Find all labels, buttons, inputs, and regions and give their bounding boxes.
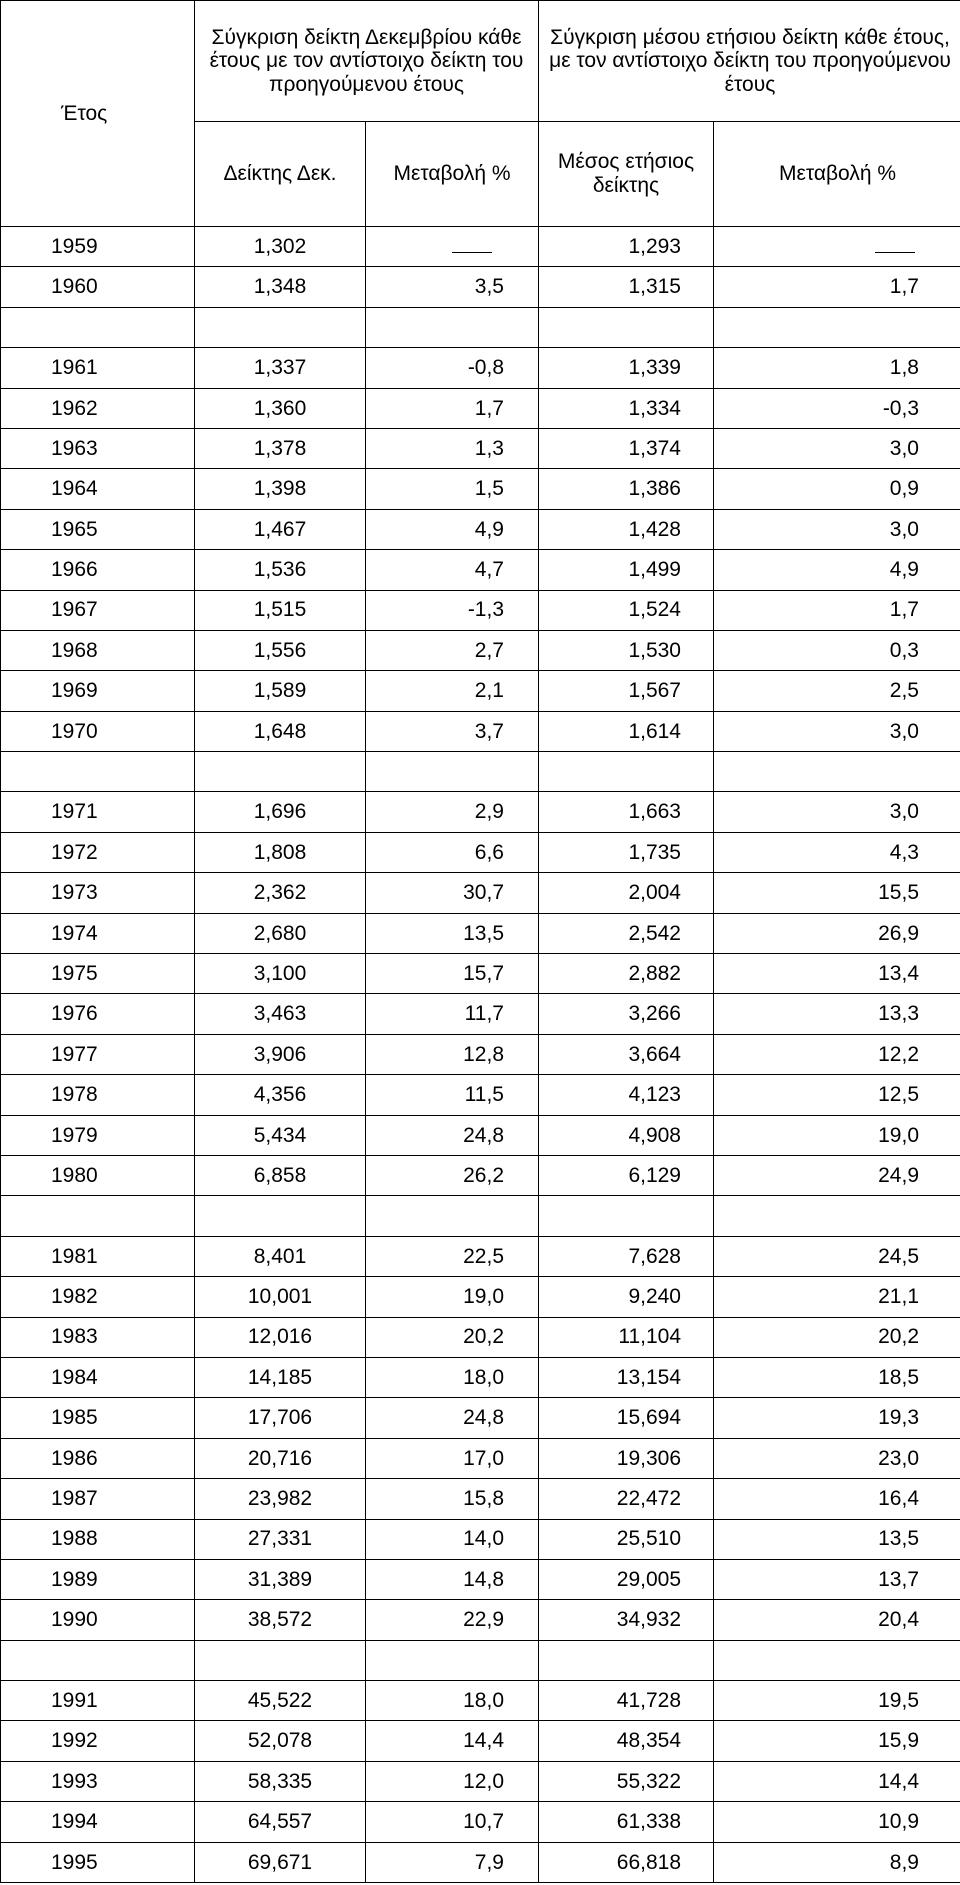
cell-year: 1965 bbox=[1, 509, 195, 549]
cell-average-change: 1,7 bbox=[714, 267, 960, 307]
cell-average-index: 13,154 bbox=[539, 1357, 714, 1397]
cell-december-change: 30,7 bbox=[366, 873, 539, 913]
cell-average-index: 55,322 bbox=[539, 1761, 714, 1801]
cell-year: 1968 bbox=[1, 630, 195, 670]
cell-average-index: 19,306 bbox=[539, 1438, 714, 1478]
header-december-index: Δείκτης Δεκ. bbox=[195, 122, 366, 227]
cell-december-change: 17,0 bbox=[366, 1438, 539, 1478]
cell-average-index: 9,240 bbox=[539, 1277, 714, 1317]
cell-year: 1983 bbox=[1, 1317, 195, 1357]
cell-average-index: 2,004 bbox=[539, 873, 714, 913]
cell-average-change: 3,0 bbox=[714, 428, 960, 468]
header-december-comparison: Σύγκριση δείκτη Δεκεμβρίου κάθε έτους με τον αντίστοιχο δείκτη του προηγούμενου έτους bbox=[195, 1, 539, 122]
cell-average-index: 41,728 bbox=[539, 1681, 714, 1721]
table-row bbox=[1, 1761, 960, 1801]
cell-december-change: 24,8 bbox=[366, 1398, 539, 1438]
table-row bbox=[1, 469, 960, 509]
table-row bbox=[1, 913, 960, 953]
cell-average-change: 1,7 bbox=[714, 590, 960, 630]
table-row bbox=[1, 994, 960, 1034]
cell-december-change: 18,0 bbox=[366, 1681, 539, 1721]
cell-december-change: 1,5 bbox=[366, 469, 539, 509]
cell-average-index: 1,530 bbox=[539, 630, 714, 670]
table-row bbox=[1, 1115, 960, 1155]
cell-december-change: 14,8 bbox=[366, 1559, 539, 1599]
cell-december-change: 14,0 bbox=[366, 1519, 539, 1559]
cell-december-index: 3,906 bbox=[195, 1034, 366, 1074]
cell-year: 1990 bbox=[1, 1600, 195, 1640]
cell-year: 1987 bbox=[1, 1479, 195, 1519]
cell-average-change bbox=[714, 227, 960, 267]
cell-average-index: 2,882 bbox=[539, 954, 714, 994]
cell-december-index: 69,671 bbox=[195, 1842, 366, 1882]
table-row bbox=[1, 509, 960, 549]
cell-average-change: 13,4 bbox=[714, 954, 960, 994]
cell-year: 1984 bbox=[1, 1357, 195, 1397]
cell-december-change: 3,5 bbox=[366, 267, 539, 307]
cell-average-change: 0,9 bbox=[714, 469, 960, 509]
cell-december-change: 4,9 bbox=[366, 509, 539, 549]
cell-average-change: 3,0 bbox=[714, 711, 960, 751]
cell-average-index: 15,694 bbox=[539, 1398, 714, 1438]
cell-year: 1982 bbox=[1, 1277, 195, 1317]
cell-december-index: 1,398 bbox=[195, 469, 366, 509]
cell-year: 1973 bbox=[1, 873, 195, 913]
empty-cell bbox=[539, 307, 714, 347]
cell-average-change: 26,9 bbox=[714, 913, 960, 953]
cell-average-change: 13,7 bbox=[714, 1559, 960, 1599]
cell-average-index: 4,123 bbox=[539, 1075, 714, 1115]
table-row bbox=[1, 550, 960, 590]
empty-cell bbox=[195, 307, 366, 347]
empty-cell bbox=[366, 752, 539, 792]
cell-year: 1963 bbox=[1, 428, 195, 468]
cell-average-change: 19,3 bbox=[714, 1398, 960, 1438]
cell-average-change: 15,5 bbox=[714, 873, 960, 913]
cell-december-index: 14,185 bbox=[195, 1357, 366, 1397]
spacer-row bbox=[1, 1196, 960, 1236]
table-row bbox=[1, 1842, 960, 1882]
cell-average-change: 15,9 bbox=[714, 1721, 960, 1761]
cell-december-index: 1,515 bbox=[195, 590, 366, 630]
cell-average-index: 2,542 bbox=[539, 913, 714, 953]
cell-year: 1979 bbox=[1, 1115, 195, 1155]
empty-cell bbox=[714, 752, 960, 792]
cell-year: 1972 bbox=[1, 832, 195, 872]
cell-december-change: 22,5 bbox=[366, 1236, 539, 1276]
table-row bbox=[1, 1559, 960, 1599]
cell-average-change: 23,0 bbox=[714, 1438, 960, 1478]
spacer-row bbox=[1, 1640, 960, 1680]
table-row bbox=[1, 1075, 960, 1115]
cell-average-index: 48,354 bbox=[539, 1721, 714, 1761]
table-row bbox=[1, 1357, 960, 1397]
table-row bbox=[1, 1438, 960, 1478]
table-row bbox=[1, 267, 960, 307]
cell-average-change: 10,9 bbox=[714, 1802, 960, 1842]
cell-average-index: 61,338 bbox=[539, 1802, 714, 1842]
cell-year: 1978 bbox=[1, 1075, 195, 1115]
cell-december-change: 12,0 bbox=[366, 1761, 539, 1801]
table-row bbox=[1, 1802, 960, 1842]
cell-december-change: 2,1 bbox=[366, 671, 539, 711]
cell-december-change: 18,0 bbox=[366, 1357, 539, 1397]
cell-december-change: 26,2 bbox=[366, 1155, 539, 1195]
cell-year: 1985 bbox=[1, 1398, 195, 1438]
table-row bbox=[1, 711, 960, 751]
cell-year: 1976 bbox=[1, 994, 195, 1034]
cell-december-index: 64,557 bbox=[195, 1802, 366, 1842]
cell-december-change: 15,7 bbox=[366, 954, 539, 994]
cell-december-change: -1,3 bbox=[366, 590, 539, 630]
cell-average-change: 0,3 bbox=[714, 630, 960, 670]
cell-year: 1974 bbox=[1, 913, 195, 953]
cell-december-index: 1,696 bbox=[195, 792, 366, 832]
cell-year: 1966 bbox=[1, 550, 195, 590]
cell-december-change: 14,4 bbox=[366, 1721, 539, 1761]
cell-average-change: 3,0 bbox=[714, 792, 960, 832]
cell-year: 1969 bbox=[1, 671, 195, 711]
cell-december-index: 31,389 bbox=[195, 1559, 366, 1599]
cell-average-change: 14,4 bbox=[714, 1761, 960, 1801]
cell-december-change: 10,7 bbox=[366, 1802, 539, 1842]
empty-cell bbox=[714, 1640, 960, 1680]
cell-average-change: 18,5 bbox=[714, 1357, 960, 1397]
cell-average-index: 3,266 bbox=[539, 994, 714, 1034]
cell-average-change: 8,9 bbox=[714, 1842, 960, 1882]
cell-december-change: 7,9 bbox=[366, 1842, 539, 1882]
cell-year: 1967 bbox=[1, 590, 195, 630]
cell-year: 1986 bbox=[1, 1438, 195, 1478]
cell-december-index: 12,016 bbox=[195, 1317, 366, 1357]
empty-cell bbox=[1, 1196, 195, 1236]
cell-december-change bbox=[366, 227, 539, 267]
cell-year: 1994 bbox=[1, 1802, 195, 1842]
cell-average-change: 20,4 bbox=[714, 1600, 960, 1640]
cell-december-index: 1,536 bbox=[195, 550, 366, 590]
cell-december-index: 1,360 bbox=[195, 388, 366, 428]
cell-december-change: 12,8 bbox=[366, 1034, 539, 1074]
cell-average-index: 3,664 bbox=[539, 1034, 714, 1074]
cell-average-change: 24,9 bbox=[714, 1155, 960, 1195]
cell-december-change: 1,3 bbox=[366, 428, 539, 468]
cell-average-index: 1,339 bbox=[539, 348, 714, 388]
empty-cell bbox=[539, 1640, 714, 1680]
cell-year: 1959 bbox=[1, 227, 195, 267]
cell-december-index: 4,356 bbox=[195, 1075, 366, 1115]
not-applicable-dash bbox=[452, 240, 492, 253]
cell-average-change: 2,5 bbox=[714, 671, 960, 711]
cell-december-change: 19,0 bbox=[366, 1277, 539, 1317]
cell-december-index: 45,522 bbox=[195, 1681, 366, 1721]
cell-december-index: 5,434 bbox=[195, 1115, 366, 1155]
cell-average-index: 1,334 bbox=[539, 388, 714, 428]
table-row bbox=[1, 954, 960, 994]
table-row bbox=[1, 1600, 960, 1640]
table-row bbox=[1, 1479, 960, 1519]
cell-december-change: 6,6 bbox=[366, 832, 539, 872]
table-row bbox=[1, 671, 960, 711]
cell-average-change: 19,5 bbox=[714, 1681, 960, 1721]
spacer-row bbox=[1, 307, 960, 347]
cell-average-change: 13,5 bbox=[714, 1519, 960, 1559]
cell-year: 1995 bbox=[1, 1842, 195, 1882]
cell-december-change: 22,9 bbox=[366, 1600, 539, 1640]
empty-cell bbox=[366, 307, 539, 347]
cell-year: 1980 bbox=[1, 1155, 195, 1195]
cell-year: 1964 bbox=[1, 469, 195, 509]
table-row bbox=[1, 227, 960, 267]
cell-average-change: 24,5 bbox=[714, 1236, 960, 1276]
cell-average-index: 11,104 bbox=[539, 1317, 714, 1357]
cell-average-index: 1,386 bbox=[539, 469, 714, 509]
cell-average-change: -0,3 bbox=[714, 388, 960, 428]
cell-december-change: 13,5 bbox=[366, 913, 539, 953]
cell-year: 1977 bbox=[1, 1034, 195, 1074]
header-annual-average-comparison: Σύγκριση μέσου ετήσιου δείκτη κάθε έτους, με τον αντίστοιχο δείκτη του προηγούμενου έτους bbox=[539, 1, 960, 122]
cell-december-change: 3,7 bbox=[366, 711, 539, 751]
cell-average-index: 1,315 bbox=[539, 267, 714, 307]
header-average-change: Μεταβολή % bbox=[714, 122, 960, 227]
cell-december-index: 2,362 bbox=[195, 873, 366, 913]
cell-december-index: 2,680 bbox=[195, 913, 366, 953]
empty-cell bbox=[195, 1640, 366, 1680]
table-row bbox=[1, 1681, 960, 1721]
cell-december-index: 1,348 bbox=[195, 267, 366, 307]
table-row bbox=[1, 1236, 960, 1276]
cell-december-index: 1,556 bbox=[195, 630, 366, 670]
table-row bbox=[1, 1155, 960, 1195]
table-body bbox=[1, 227, 960, 1883]
cell-december-index: 1,648 bbox=[195, 711, 366, 751]
empty-cell bbox=[195, 752, 366, 792]
cell-december-index: 38,572 bbox=[195, 1600, 366, 1640]
table-row bbox=[1, 348, 960, 388]
cell-december-index: 58,335 bbox=[195, 1761, 366, 1801]
spacer-row bbox=[1, 752, 960, 792]
cell-average-index: 1,735 bbox=[539, 832, 714, 872]
cell-year: 1960 bbox=[1, 267, 195, 307]
empty-cell bbox=[714, 307, 960, 347]
cell-december-index: 1,808 bbox=[195, 832, 366, 872]
cell-average-index: 29,005 bbox=[539, 1559, 714, 1599]
cell-december-change: 11,7 bbox=[366, 994, 539, 1034]
cell-year: 1988 bbox=[1, 1519, 195, 1559]
cell-december-index: 8,401 bbox=[195, 1236, 366, 1276]
empty-cell bbox=[714, 1196, 960, 1236]
cell-december-change: 2,7 bbox=[366, 630, 539, 670]
cell-average-index: 1,663 bbox=[539, 792, 714, 832]
table-row bbox=[1, 388, 960, 428]
empty-cell bbox=[1, 307, 195, 347]
table-row bbox=[1, 832, 960, 872]
table-row bbox=[1, 1034, 960, 1074]
cell-december-change: 11,5 bbox=[366, 1075, 539, 1115]
cell-average-index: 4,908 bbox=[539, 1115, 714, 1155]
cell-december-index: 20,716 bbox=[195, 1438, 366, 1478]
cell-average-index: 1,428 bbox=[539, 509, 714, 549]
cell-average-change: 12,2 bbox=[714, 1034, 960, 1074]
cell-average-change: 21,1 bbox=[714, 1277, 960, 1317]
cell-average-index: 1,499 bbox=[539, 550, 714, 590]
cell-december-change: 2,9 bbox=[366, 792, 539, 832]
cell-average-index: 1,567 bbox=[539, 671, 714, 711]
cell-december-change: 20,2 bbox=[366, 1317, 539, 1357]
empty-cell bbox=[1, 1640, 195, 1680]
cell-average-index: 6,129 bbox=[539, 1155, 714, 1195]
table-row bbox=[1, 1519, 960, 1559]
cell-december-index: 52,078 bbox=[195, 1721, 366, 1761]
header-year: Έτος bbox=[1, 1, 195, 227]
cell-december-index: 1,378 bbox=[195, 428, 366, 468]
cell-december-index: 1,467 bbox=[195, 509, 366, 549]
cell-december-change: 1,7 bbox=[366, 388, 539, 428]
cell-average-index: 1,524 bbox=[539, 590, 714, 630]
empty-cell bbox=[366, 1196, 539, 1236]
table-header bbox=[1, 1, 960, 227]
header-average-index: Μέσος ετήσιος δείκτης bbox=[539, 122, 714, 227]
cell-average-change: 20,2 bbox=[714, 1317, 960, 1357]
cell-average-change: 16,4 bbox=[714, 1479, 960, 1519]
cell-year: 1992 bbox=[1, 1721, 195, 1761]
cell-average-change: 19,0 bbox=[714, 1115, 960, 1155]
table-row bbox=[1, 792, 960, 832]
cell-december-index: 10,001 bbox=[195, 1277, 366, 1317]
cell-december-change: 4,7 bbox=[366, 550, 539, 590]
cell-year: 1971 bbox=[1, 792, 195, 832]
cell-year: 1991 bbox=[1, 1681, 195, 1721]
table-row bbox=[1, 428, 960, 468]
cell-december-index: 1,337 bbox=[195, 348, 366, 388]
cell-december-index: 27,331 bbox=[195, 1519, 366, 1559]
cell-average-change: 13,3 bbox=[714, 994, 960, 1034]
cell-average-index: 1,614 bbox=[539, 711, 714, 751]
empty-cell bbox=[195, 1196, 366, 1236]
cell-average-index: 34,932 bbox=[539, 1600, 714, 1640]
cell-average-index: 25,510 bbox=[539, 1519, 714, 1559]
cell-december-index: 3,100 bbox=[195, 954, 366, 994]
cell-year: 1961 bbox=[1, 348, 195, 388]
cell-average-index: 66,818 bbox=[539, 1842, 714, 1882]
cell-average-index: 1,293 bbox=[539, 227, 714, 267]
cell-year: 1975 bbox=[1, 954, 195, 994]
cell-december-change: 24,8 bbox=[366, 1115, 539, 1155]
cell-average-index: 7,628 bbox=[539, 1236, 714, 1276]
empty-cell bbox=[539, 752, 714, 792]
cell-december-index: 1,302 bbox=[195, 227, 366, 267]
cell-year: 1970 bbox=[1, 711, 195, 751]
cell-average-change: 4,3 bbox=[714, 832, 960, 872]
cell-average-change: 1,8 bbox=[714, 348, 960, 388]
header-december-change: Μεταβολή % bbox=[366, 122, 539, 227]
table-row bbox=[1, 1277, 960, 1317]
cell-december-index: 23,982 bbox=[195, 1479, 366, 1519]
table-row bbox=[1, 1721, 960, 1761]
cell-average-index: 22,472 bbox=[539, 1479, 714, 1519]
cell-december-index: 3,463 bbox=[195, 994, 366, 1034]
table-row bbox=[1, 590, 960, 630]
cell-average-change: 3,0 bbox=[714, 509, 960, 549]
table-row bbox=[1, 1398, 960, 1438]
cell-december-index: 6,858 bbox=[195, 1155, 366, 1195]
cell-average-index: 1,374 bbox=[539, 428, 714, 468]
table-row bbox=[1, 630, 960, 670]
empty-cell bbox=[539, 1196, 714, 1236]
cell-december-index: 1,589 bbox=[195, 671, 366, 711]
cell-average-change: 12,5 bbox=[714, 1075, 960, 1115]
cell-year: 1993 bbox=[1, 1761, 195, 1801]
empty-cell bbox=[366, 1640, 539, 1680]
cell-year: 1962 bbox=[1, 388, 195, 428]
cell-average-change: 4,9 bbox=[714, 550, 960, 590]
cell-year: 1981 bbox=[1, 1236, 195, 1276]
table-row bbox=[1, 1317, 960, 1357]
not-applicable-dash bbox=[875, 240, 915, 253]
table-row bbox=[1, 873, 960, 913]
cell-december-change: -0,8 bbox=[366, 348, 539, 388]
cell-december-change: 15,8 bbox=[366, 1479, 539, 1519]
cell-year: 1989 bbox=[1, 1559, 195, 1599]
cell-december-index: 17,706 bbox=[195, 1398, 366, 1438]
empty-cell bbox=[1, 752, 195, 792]
